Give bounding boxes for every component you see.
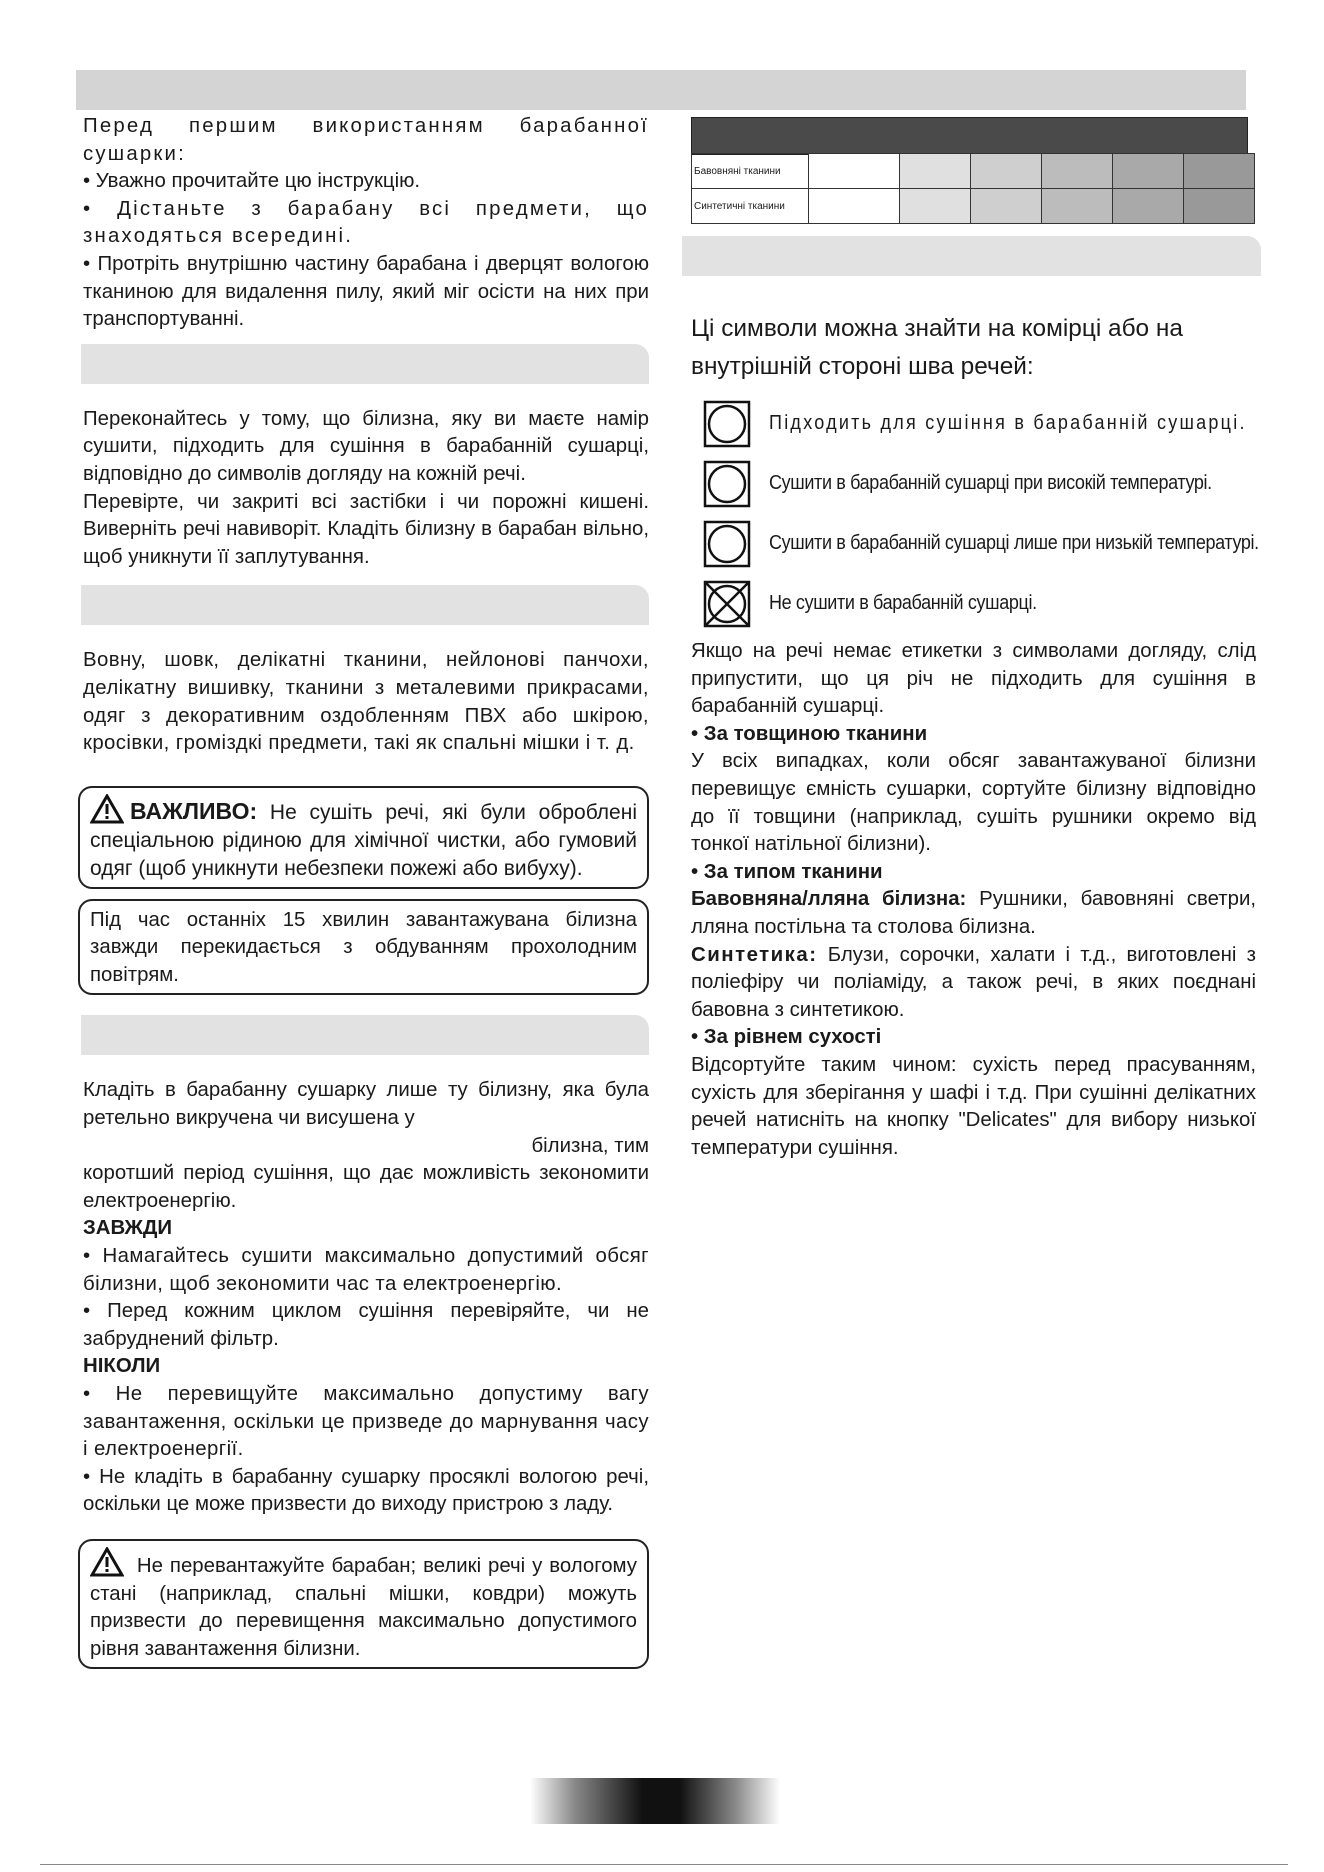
- symbol-row: [691, 394, 1256, 454]
- section-bar-forbidden: [81, 585, 649, 625]
- cotton-paragraph: [691, 886, 1256, 941]
- check-p2: Перевірте, чи закриті всі застібки і чи порожні кишені. Виверніть речі навиворіт. Кладіть білизну в барабан вільно, щоб уникнути її заплутування.: [83, 490, 649, 568]
- table-cell: [1113, 154, 1184, 189]
- table-header-bar: [691, 117, 1248, 155]
- left-column: [83, 113, 649, 1669]
- dryness-text: Відсортуйте таким чином: сухість перед прасуванням, сухість для зберігання у шафі і т.д. При сушінні делікатних речей натисніть на кнопку "Delicates" для вибору низької температури сушіння.: [691, 1053, 1256, 1159]
- cotton-label: Бавовняна/лляна білизна:: [691, 888, 967, 911]
- warning-triangle-icon: [90, 794, 124, 824]
- always-1: • Намагайтесь сушити максимально допустимий обсяг білизни, щоб зекономити час та електроенергію.: [83, 1245, 649, 1295]
- energy-p1: Кладіть в барабанну сушарку лише ту білизну, яка була ретельно викручена чи висушена у: [83, 1079, 649, 1130]
- intro-p1: Перед першим використанням барабанної сушарки:: [83, 115, 649, 165]
- table-cell: [971, 154, 1042, 189]
- always-heading: ЗАВЖДИ: [83, 1217, 173, 1240]
- symbol-text: Не сушити в барабанній сушарці.: [769, 592, 1037, 615]
- symbols-intro: Ці символи можна знайти на комірці або на внутрішній стороні шва речей:: [691, 315, 1183, 380]
- cotton-text: Рушники, бавовняні светри, лляна постільна та столова білизна.: [691, 888, 1256, 938]
- always-2: • Перед кожним циклом сушіння перевіряйте, чи не забруднений фільтр.: [83, 1300, 649, 1350]
- never-2: • Не кладіть в барабанну сушарку просяклі вологою речі, оскільки це може призвести до виходу пристрою з ладу.: [83, 1465, 649, 1516]
- synthetic-paragraph: [691, 942, 1256, 1025]
- drying-table: [691, 153, 1255, 224]
- table-cell: [1184, 154, 1255, 189]
- right-column: [691, 310, 1259, 1162]
- table-cell: [809, 154, 900, 189]
- note-box-cool-air: [78, 899, 649, 996]
- table-row-label: Синтетичні тканини: [692, 189, 809, 224]
- table-row-label: Бавовняні тканини: [692, 154, 809, 189]
- tumble-dry-icon: [703, 400, 751, 448]
- note-text: Під час останніх 15 хвилин завантажувана білизна завжди перекидається з обдуванням прохолодним повітрям.: [90, 908, 637, 986]
- never-heading: НІКОЛИ: [83, 1355, 161, 1378]
- synthetic-text: Блузи, сорочки, халати і т.д., виготовлені з поліефіру чи поліаміду, а також речі, в яких поєднані бавовна з синтетикою.: [691, 943, 1256, 1021]
- warning-box-chemicals: [78, 786, 649, 889]
- warning-text: Не сушіть речі, які були оброблені спеціальною рідиною для хімічної чистки, або гумовий одяг (щоб уникнути небезпеки пожежі або вибуху).: [90, 800, 637, 880]
- table-cell: [1184, 189, 1255, 224]
- warning-title: ВАЖЛИВО:: [130, 797, 258, 824]
- symbol-text: Підходить для сушіння в барабанній сушарці.: [769, 412, 1247, 435]
- intro-p3: • Дістаньте з барабану всі предмети, що знаходяться всередині.: [83, 197, 649, 248]
- check-p1: Переконайтесь у тому, що білизна, яку ви маєте намір сушити, підходить для сушіння в барабанній сушарці, відповідно до символів догляду на кожній речі.: [83, 407, 649, 485]
- warning-triangle-icon: [90, 1547, 124, 1577]
- section-bar-check: [81, 344, 649, 384]
- table-cell: [971, 189, 1042, 224]
- warning-box-overload: [78, 1539, 649, 1669]
- tumble-dry-high-icon: [703, 460, 751, 508]
- table-cell: [1113, 189, 1184, 224]
- thickness-text: У всіх випадках, коли обсяг завантажуваної білизни перевищує ємність сушарки, сортуйте білизну відповідно до її товщини (наприклад, сушіть рушники окремо від тонкої натільної білизни).: [691, 750, 1256, 856]
- symbol-row: [691, 514, 1259, 574]
- table-cell: [1042, 154, 1113, 189]
- intro-p4: • Протріть внутрішню частину барабана і дверцят вологою тканиною для видалення пилу, який міг осісти на них при транспортуванні.: [83, 252, 649, 331]
- table-row: [692, 189, 1255, 224]
- table-cell: [900, 154, 971, 189]
- symbol-text: Сушити в барабанній сушарці лише при низькій температурі.: [769, 532, 1259, 555]
- table-cell: [809, 189, 900, 224]
- do-not-tumble-dry-icon: [703, 580, 751, 628]
- tumble-dry-low-icon: [703, 520, 751, 568]
- synthetic-label: Синтетика:: [691, 943, 818, 966]
- symbol-row: [691, 454, 1256, 514]
- no-label-text: Якщо на речі немає етикетки з символами догляду, слід припустити, що ця річ не підходить для сушіння в барабанній сушарці.: [691, 640, 1256, 718]
- forbidden-p1: Вовну, шовк, делікатні тканини, нейлонові панчохи, делікатну вишивку, тканини з металевими прикрасами, одяг з декоративним оздобленням ПВХ або шкірою, кросівки, громіздкі предмети, такі як спальні мішки і т. д.: [83, 649, 649, 755]
- section-bar-symbols: [682, 236, 1261, 276]
- footer-page-bar: [530, 1778, 780, 1824]
- fabric-type-heading: • За типом тканини: [691, 860, 883, 883]
- overload-text: Не перевантажуйте барабан; великі речі у вологому стані (наприклад, спальні мішки, ковдри) можуть призвести до перевищення максимально допустимого рівня завантаження білизни.: [90, 1554, 637, 1660]
- table-cell: [900, 189, 971, 224]
- section-bar-energy: [81, 1015, 649, 1055]
- thickness-heading: • За товщиною тканини: [691, 722, 928, 745]
- dryness-heading: • За рівнем сухості: [691, 1026, 882, 1049]
- symbol-row: [691, 574, 1256, 634]
- table-row: [692, 154, 1255, 189]
- never-1: • Не перевищуйте максимально допустиму вагу завантаження, оскільки це призведе до марнування часу і електроенергії.: [83, 1383, 649, 1461]
- symbol-text: Сушити в барабанній сушарці при високій температурі.: [769, 472, 1212, 495]
- table-cell: [1042, 189, 1113, 224]
- energy-p2: коротший період сушіння, що дає можливість зекономити електроенергію.: [83, 1162, 649, 1212]
- top-header-bar: [76, 70, 1246, 110]
- intro-p2: • Уважно прочитайте цю інструкцію.: [83, 170, 421, 193]
- footer-line: [40, 1864, 1288, 1865]
- energy-p1b: білизна, тим: [531, 1134, 649, 1157]
